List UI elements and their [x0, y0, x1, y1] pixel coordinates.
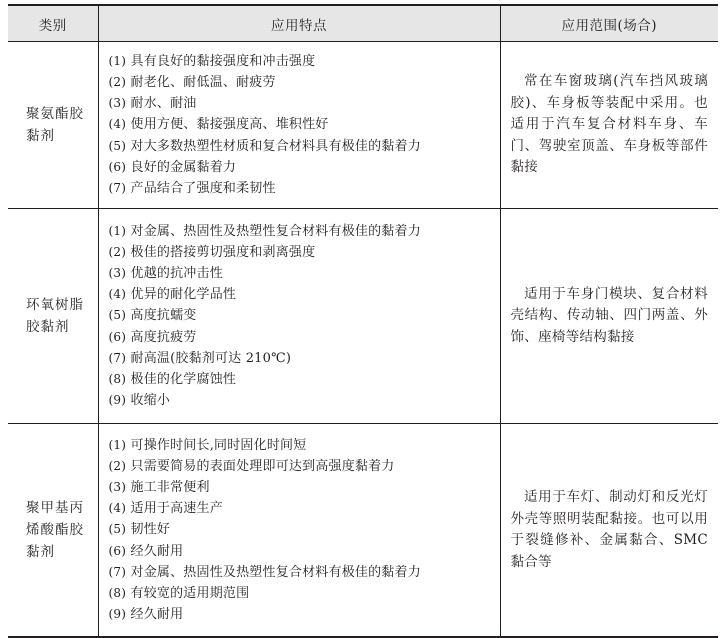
feature-number: (3) [108, 266, 127, 281]
table-header-row [8, 5, 718, 42]
feature-number: (2) [108, 244, 127, 259]
feature-number: (9) [108, 607, 127, 622]
feature-number: (7) [108, 350, 127, 365]
feature-number: (4) [108, 501, 127, 516]
feature-number: (5) [108, 308, 127, 323]
feature-item [109, 305, 494, 326]
feature-text: 优越的抗冲击性 [130, 266, 223, 282]
feature-text: 对金属、热固性及热塑性复合材料有极佳的黏着力 [130, 223, 421, 239]
feature-text: 极佳的搭接剪切强度和剥离强度 [130, 244, 316, 260]
scope-cell: 适用于车灯、制动灯和反光灯外壳等照明装配黏接。也可以用于裂缝修补、金属黏合、SMC 黏合等 [500, 424, 718, 638]
feature-number: (1) [108, 437, 127, 452]
feature-text: 良好的金属黏着力 [130, 159, 237, 175]
feature-text: 只需要简易的表面处理即可达到高强度黏着力 [130, 458, 395, 474]
feature-text: 收缩小 [130, 393, 171, 409]
category-cell: 聚甲基丙烯酸酯胶黏剂 [8, 424, 98, 638]
feature-number: (3) [108, 96, 127, 111]
feature-number: (5) [108, 138, 127, 153]
feature-text: 使用方便、黏接强度高、堆积性好 [130, 117, 329, 133]
feature-text: 耐高温(胶黏剂可达 210℃) [130, 350, 292, 366]
feature-text: 对金属、热固性及热塑性复合材料有极佳的黏着力 [130, 564, 421, 580]
feature-item [109, 348, 494, 369]
feature-item [109, 519, 494, 540]
feature-text: 高度抗疲劳 [130, 329, 197, 345]
feature-text: 可操作时间长,同时固化时间短 [130, 437, 307, 453]
feature-item [109, 157, 494, 178]
feature-text: 高度抗蠕变 [130, 308, 197, 324]
feature-item [109, 178, 494, 199]
feature-text: 极佳的化学腐蚀性 [130, 371, 237, 387]
feature-item [109, 562, 494, 583]
feature-item [109, 369, 494, 390]
feature-number: (8) [108, 585, 127, 600]
table-row-polyurethane [8, 42, 718, 209]
feature-number: (2) [108, 458, 127, 473]
feature-number: (7) [108, 564, 127, 579]
feature-item [109, 435, 494, 456]
feature-number: (6) [108, 329, 127, 344]
feature-number: (1) [108, 223, 127, 238]
features-cell [98, 424, 500, 638]
feature-number: (5) [108, 522, 127, 537]
header-category: 类别 [8, 5, 98, 42]
feature-item [109, 242, 494, 263]
feature-item [109, 327, 494, 348]
feature-item [109, 114, 494, 135]
feature-item [109, 390, 494, 411]
feature-number: (3) [108, 480, 127, 495]
feature-item [109, 583, 494, 604]
feature-text: 韧性好 [130, 522, 171, 538]
feature-number: (6) [108, 543, 127, 558]
feature-number: (2) [108, 75, 127, 90]
feature-item [109, 456, 494, 477]
feature-list [109, 435, 494, 626]
header-features: 应用特点 [98, 5, 500, 42]
feature-item [109, 263, 494, 284]
table-row-polymethacrylate [8, 424, 718, 638]
feature-text: 优异的耐化学品性 [130, 287, 237, 303]
feature-item [109, 136, 494, 157]
scope-cell: 常在车窗玻璃(汽车挡风玻璃胶)、车身板等装配中采用。也适用于汽车复合材料车身、车门、驾驶室顶盖、车身板等部件黏接 [500, 42, 718, 209]
feature-text: 经久耐用 [130, 543, 184, 559]
feature-item [109, 604, 494, 625]
category-cell: 环氧树脂胶黏剂 [8, 209, 98, 424]
feature-item [109, 93, 494, 114]
feature-item [109, 72, 494, 93]
feature-item [109, 221, 494, 242]
feature-number: (1) [108, 53, 127, 68]
feature-item [109, 498, 494, 519]
feature-text: 施工非常便利 [130, 480, 210, 496]
feature-text: 耐水、耐油 [130, 96, 197, 112]
feature-number: (7) [108, 180, 127, 195]
feature-text: 产品结合了强度和柔韧性 [130, 180, 276, 196]
feature-number: (6) [108, 159, 127, 174]
features-cell [98, 209, 500, 424]
adhesive-application-table [8, 4, 718, 638]
feature-number: (4) [108, 287, 127, 302]
category-cell: 聚氨酯胶黏剂 [8, 42, 98, 209]
feature-item [109, 51, 494, 72]
table-row-epoxy [8, 209, 718, 424]
adhesive-table-container [8, 4, 718, 638]
feature-number: (9) [108, 393, 127, 408]
feature-list [109, 51, 494, 199]
feature-text: 有较宽的适用期范围 [130, 585, 250, 601]
feature-number: (8) [108, 371, 127, 386]
feature-item [109, 284, 494, 305]
features-cell [98, 42, 500, 209]
feature-item [109, 541, 494, 562]
feature-text: 对大多数热塑性材质和复合材料具有极佳的黏着力 [130, 138, 421, 154]
feature-item [109, 477, 494, 498]
feature-text: 经久耐用 [130, 607, 184, 623]
feature-text: 具有良好的黏接强度和冲击强度 [130, 53, 316, 69]
feature-text: 适用于高速生产 [130, 501, 223, 517]
header-scope: 应用范围(场合) [500, 5, 718, 42]
feature-text: 耐老化、耐低温、耐疲劳 [130, 75, 276, 91]
feature-number: (4) [108, 117, 127, 132]
feature-list [109, 221, 494, 412]
scope-cell: 适用于车身门模块、复合材料壳结构、传动轴、四门两盖、外饰、座椅等结构黏接 [500, 209, 718, 424]
